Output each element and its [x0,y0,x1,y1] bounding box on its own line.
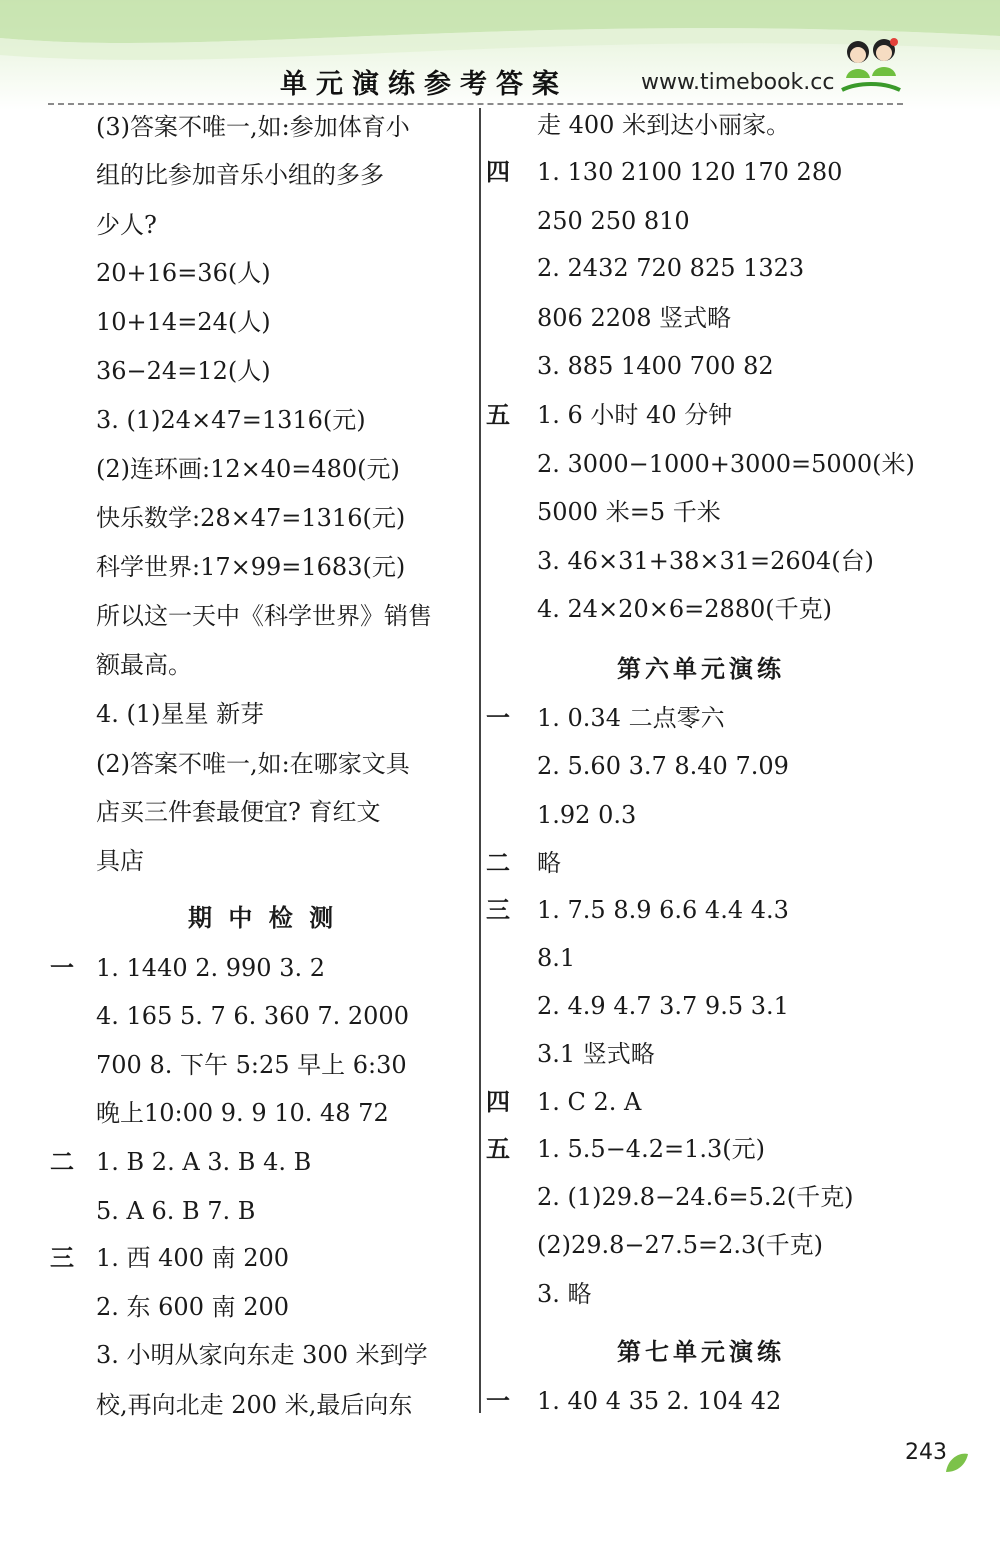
answer-line: 校,再向北走 200 米,最后向东 [96,1391,413,1419]
answer-line: 20+16=36(人) [96,259,271,287]
answer-line: 2. 3000−1000+3000=5000(米) [537,450,915,478]
answer-line: 1.92 0.3 [537,801,637,829]
question-group-label: 三 [486,895,510,924]
question-group-label: 五 [486,400,510,429]
answer-line: (2)29.8−27.5=2.3(千克) [537,1231,823,1259]
answer-line: 1. C 2. A [537,1088,642,1116]
answer-line: 8.1 [537,944,576,972]
header-url: www.timebook.cc [641,70,835,95]
answer-line: (3)答案不唯一,如:参加体育小 [96,113,410,141]
answer-line: 2. (1)29.8−24.6=5.2(千克) [537,1183,854,1211]
answer-line: 10+14=24(人) [96,308,271,336]
answer-line: 科学世界:17×99=1683(元) [96,553,406,581]
answer-line: 1. B 2. A 3. B 4. B [96,1148,312,1176]
question-group-label: 二 [486,848,510,877]
answer-line: 1. 40 4 35 2. 104 42 [537,1387,782,1415]
answer-line: 1. 5.5−4.2=1.3(元) [537,1135,765,1163]
answer-line: 走 400 米到达小丽家。 [537,111,791,139]
header-title: 单元演练参考答案 [280,69,568,100]
question-group-label: 四 [486,1087,510,1116]
answer-line: 2. 东 600 南 200 [96,1293,290,1321]
header-dashed-rule [48,103,903,105]
answer-line: 1. 130 2100 120 170 280 [537,158,843,186]
answer-line: 4. 165 5. 7 6. 360 7. 2000 [96,1002,409,1030]
question-group-label: 五 [486,1134,510,1163]
answer-line: 5. A 6. B 7. B [96,1197,256,1225]
leaf-icon [944,1450,970,1476]
answer-line: 快乐数学:28×47=1316(元) [96,504,406,532]
answer-line: 4. 24×20×6=2880(千克) [537,595,833,623]
answer-line: 1. 0.34 二点零六 [537,704,725,732]
answer-line: 700 8. 下午 5:25 早上 6:30 [96,1051,407,1079]
answer-line: 250 250 810 [537,207,690,235]
answer-line: 806 2208 竖式略 [537,304,732,332]
page-header [0,0,1000,110]
answer-line: 所以这一天中《科学世界》销售 [96,602,432,630]
section-heading: 第六单元演练 [617,655,785,683]
answer-line: (2)连环画:12×40=480(元) [96,455,400,483]
answer-line: 1. 6 小时 40 分钟 [537,401,733,429]
column-divider [479,108,481,1413]
answer-line: 组的比参加音乐小组的多多 [96,161,384,189]
answer-line: 略 [537,849,561,877]
section-heading: 期 中 检 测 [188,904,338,932]
answer-line: 额最高。 [96,651,192,679]
answer-line: 3. 885 1400 700 82 [537,352,774,380]
answer-line: 2. 2432 720 825 1323 [537,254,805,282]
answer-line: 店买三件套最便宜? 育红文 [96,798,381,826]
question-group-label: 三 [50,1243,74,1272]
answer-line: 3. (1)24×47=1316(元) [96,406,366,434]
kids-mascot-icon [838,32,904,98]
answer-line: 少人? [96,211,157,239]
question-group-label: 一 [50,953,74,982]
answer-line: 4. (1)星星 新芽 [96,700,265,728]
answer-line: 3.1 竖式略 [537,1040,655,1068]
answer-line: 5000 米=5 千米 [537,498,721,526]
answer-line: 1. 西 400 南 200 [96,1244,290,1272]
question-group-label: 一 [486,703,510,732]
section-heading: 第七单元演练 [617,1338,785,1366]
answer-line: 晚上10:00 9. 9 10. 48 72 [96,1099,389,1127]
question-group-label: 二 [50,1147,74,1176]
answer-line: (2)答案不唯一,如:在哪家文具 [96,750,410,778]
question-group-label: 四 [486,157,510,186]
answer-line: 1. 7.5 8.9 6.6 4.4 4.3 [537,896,789,924]
question-group-label: 一 [486,1386,510,1415]
answer-line: 1. 1440 2. 990 3. 2 [96,954,325,982]
answer-line: 具店 [96,847,144,875]
page-number: 243 [905,1440,947,1465]
answer-line: 3. 略 [537,1280,592,1308]
answer-line: 3. 46×31+38×31=2604(台) [537,547,874,575]
answer-line: 36−24=12(人) [96,357,271,385]
answer-line: 2. 4.9 4.7 3.7 9.5 3.1 [537,992,789,1020]
answer-line: 2. 5.60 3.7 8.40 7.09 [537,752,789,780]
answer-line: 3. 小明从家向东走 300 米到学 [96,1341,428,1369]
